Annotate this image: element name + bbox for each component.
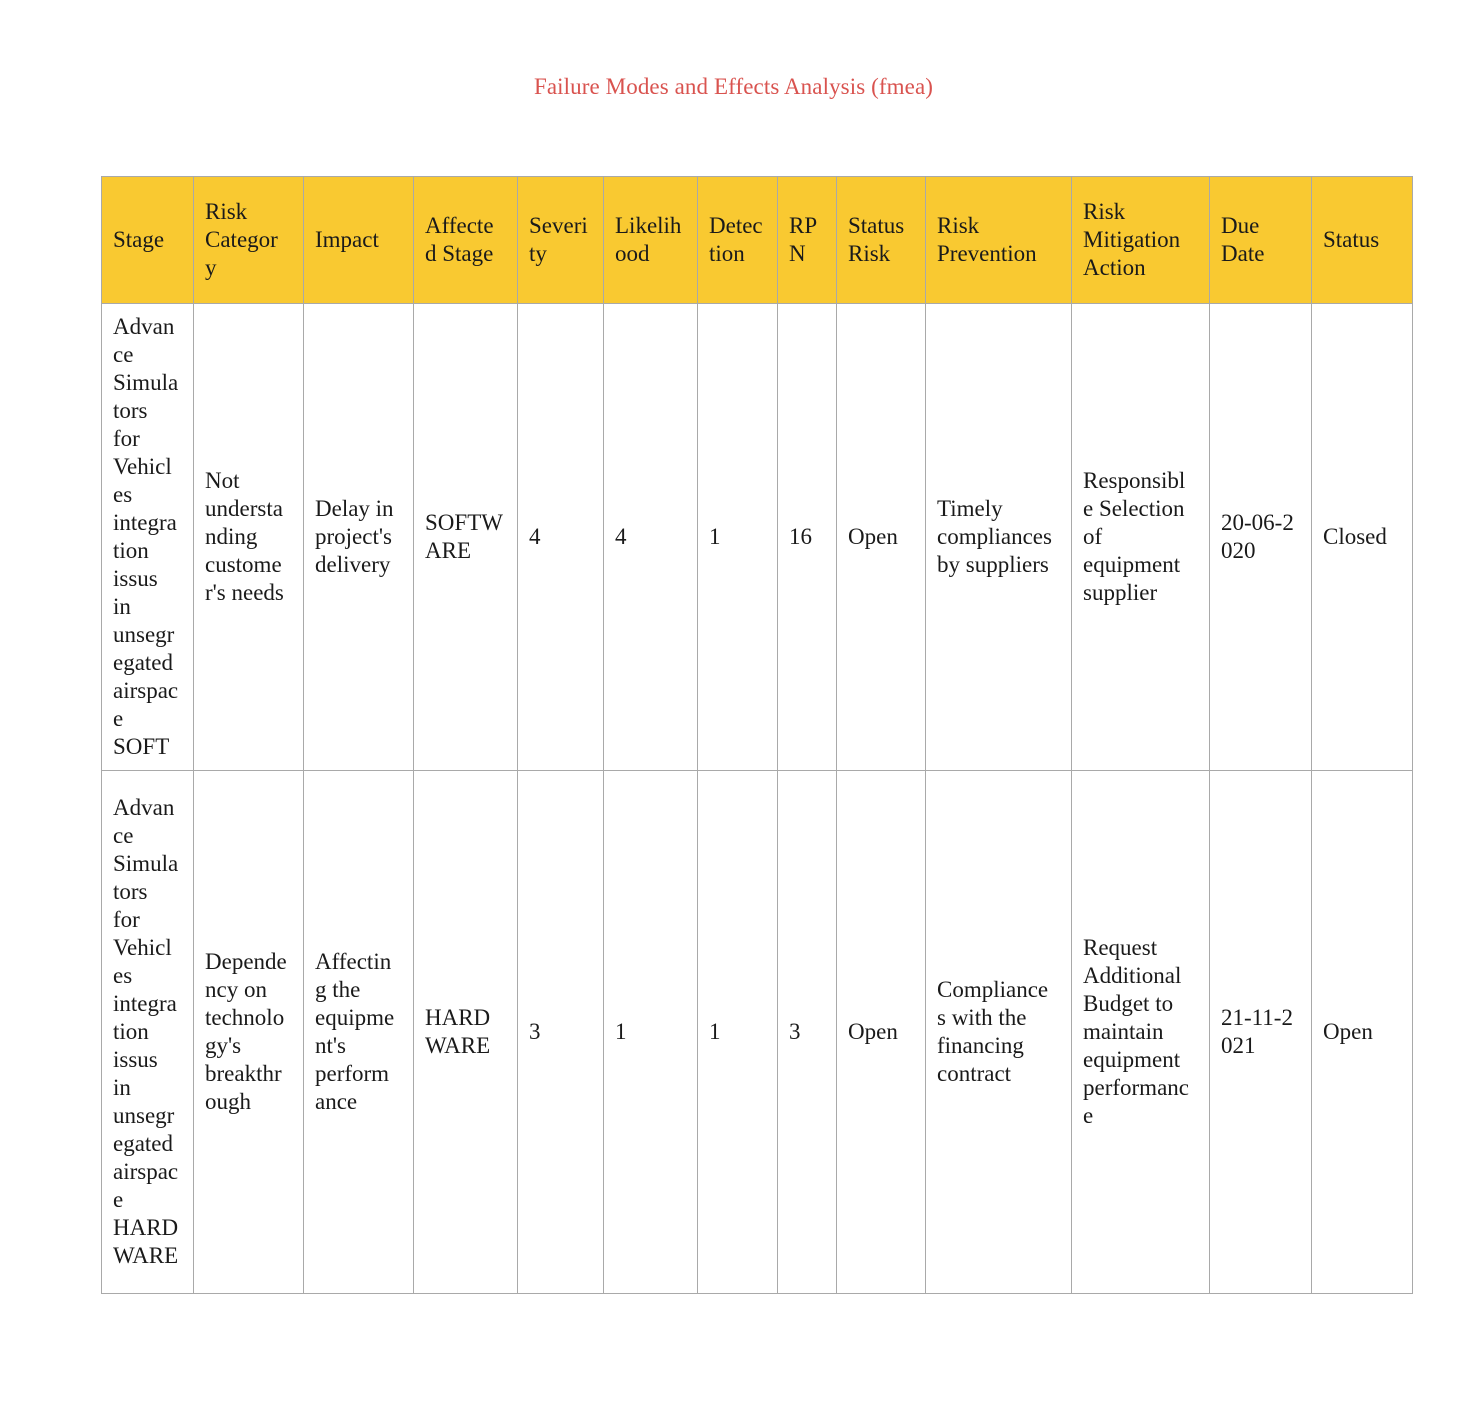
header-due-date: Due Date [1210, 177, 1312, 304]
cell-risk-category: Not understa nding custome r's needs [194, 304, 304, 771]
cell-risk-mitigation-action: Responsibl e Selection of equipment supplier [1072, 304, 1210, 771]
header-risk-prevention: Risk Prevention [926, 177, 1072, 304]
cell-affected-stage: SOFTW ARE [414, 304, 518, 771]
cell-impact: Delay in project's delivery [304, 304, 414, 771]
header-status-risk: Status Risk [837, 177, 926, 304]
cell-status: Closed [1312, 304, 1413, 771]
cell-likelihood: 1 [604, 771, 698, 1294]
cell-risk-category: Depende ncy on technolo gy's breakthr ough [194, 771, 304, 1294]
cell-risk-prevention: Timely compliances by suppliers [926, 304, 1072, 771]
header-severity: Severi ty [518, 177, 604, 304]
cell-severity: 4 [518, 304, 604, 771]
cell-stage: Advan ce Simula tors for Vehicl es integra tion issus in unsegr egated airspac e SOFT [102, 304, 194, 771]
header-row [102, 177, 1413, 304]
header-affected-stage: Affecte d Stage [414, 177, 518, 304]
cell-status: Open [1312, 771, 1413, 1294]
cell-affected-stage: HARD WARE [414, 771, 518, 1294]
fmea-table [101, 176, 1413, 1294]
header-stage: Stage [102, 177, 194, 304]
cell-stage: Advan ce Simula tors for Vehicl es integra tion issus in unsegr egated airspac e HARD WARE [102, 771, 194, 1294]
cell-detection: 1 [698, 771, 778, 1294]
cell-impact: Affectin g the equipme nt's perform ance [304, 771, 414, 1294]
cell-detection: 1 [698, 304, 778, 771]
cell-status-risk: Open [837, 771, 926, 1294]
cell-due-date: 21-11-2 021 [1210, 771, 1312, 1294]
document-title: Failure Modes and Effects Analysis (fmea) [533, 74, 934, 99]
header-risk-category: Risk Categor y [194, 177, 304, 304]
cell-severity: 3 [518, 771, 604, 1294]
header-status: Status [1312, 177, 1413, 304]
header-rpn: RP N [778, 177, 837, 304]
table-row [102, 304, 1413, 771]
cell-status-risk: Open [837, 304, 926, 771]
header-detection: Detec tion [698, 177, 778, 304]
cell-risk-prevention: Compliance s with the financing contract [926, 771, 1072, 1294]
cell-rpn: 16 [778, 304, 837, 771]
cell-likelihood: 4 [604, 304, 698, 771]
cell-rpn: 3 [778, 771, 837, 1294]
header-impact: Impact [304, 177, 414, 304]
header-likelihood: Likelih ood [604, 177, 698, 304]
header-risk-mitigation-action: Risk Mitigation Action [1072, 177, 1210, 304]
cell-risk-mitigation-action: Request Additional Budget to maintain equipment performanc e [1072, 771, 1210, 1294]
table-row [102, 771, 1413, 1294]
cell-due-date: 20-06-2 020 [1210, 304, 1312, 771]
